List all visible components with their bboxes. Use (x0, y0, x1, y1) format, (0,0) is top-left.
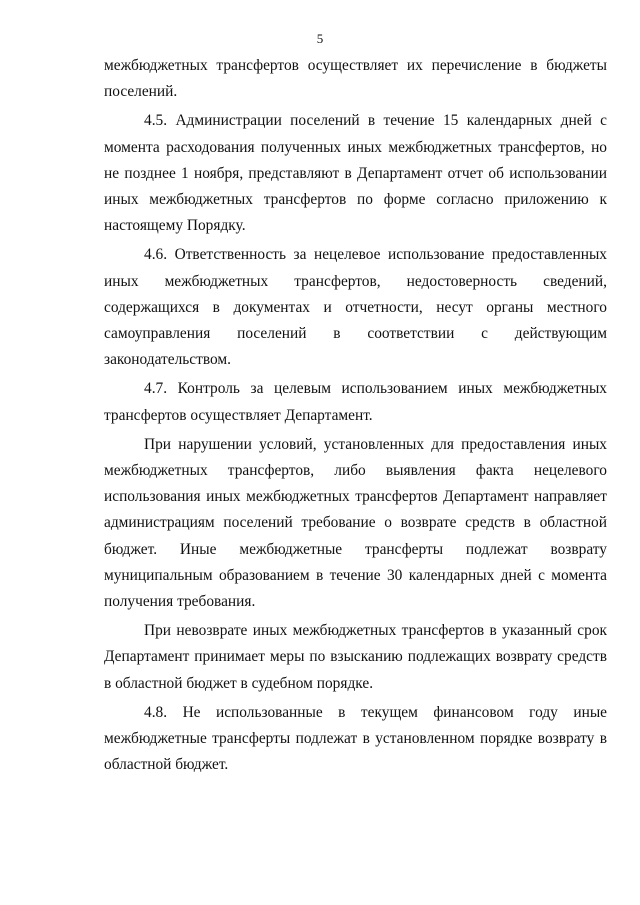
document-body (104, 53, 607, 778)
paragraph-4-6: 4.6. Ответственность за нецелевое использование предоставленных иных межбюджетных трансфертов, недостоверность сведений, содержащихся в документах и отчетности, несут органы местного самоуправления поселений в соответствии с действующим законодательством. (104, 246, 607, 369)
paragraph-4-5: 4.5. Администрации поселений в течение 15 календарных дней с момента расходования полученных иных межбюджетных трансфертов, но не позднее 1 ноября, представляют в Департамент отчет об использовании иных межбюджетных трансфертов по форме согласно приложению к настоящему Порядку. (104, 112, 607, 235)
page-number: 5 (316, 31, 324, 46)
paragraph-violation: При нарушении условий, установленных для предоставления иных межбюджетных трансфертов, либо выявления факта нецелевого использования иных межбюджетных трансфертов Департамент направляет администрациям поселений требование о возврате средств в областной бюджет. Иные межбюджетные трансферты подлежат возврату муниципальным образованием в течение 30 календарных дней с момента получения требования. (104, 435, 607, 611)
paragraph-continuation: межбюджетных трансфертов осуществляет их перечисление в бюджеты поселений. (104, 57, 607, 101)
paragraph-4-7: 4.7. Контроль за целевым использованием иных межбюджетных трансфертов осуществляет Департамент. (104, 380, 607, 424)
paragraph-4-8: 4.8. Не использованные в текущем финансовом году иные межбюджетные трансферты подлежат в установленном порядке возврату в областной бюджет. (104, 703, 607, 774)
paragraph-non-return: При невозврате иных межбюджетных трансфертов в указанный срок Департамент принимает меры по взысканию подлежащих возврату средств в областной бюджет в судебном порядке. (104, 622, 607, 692)
